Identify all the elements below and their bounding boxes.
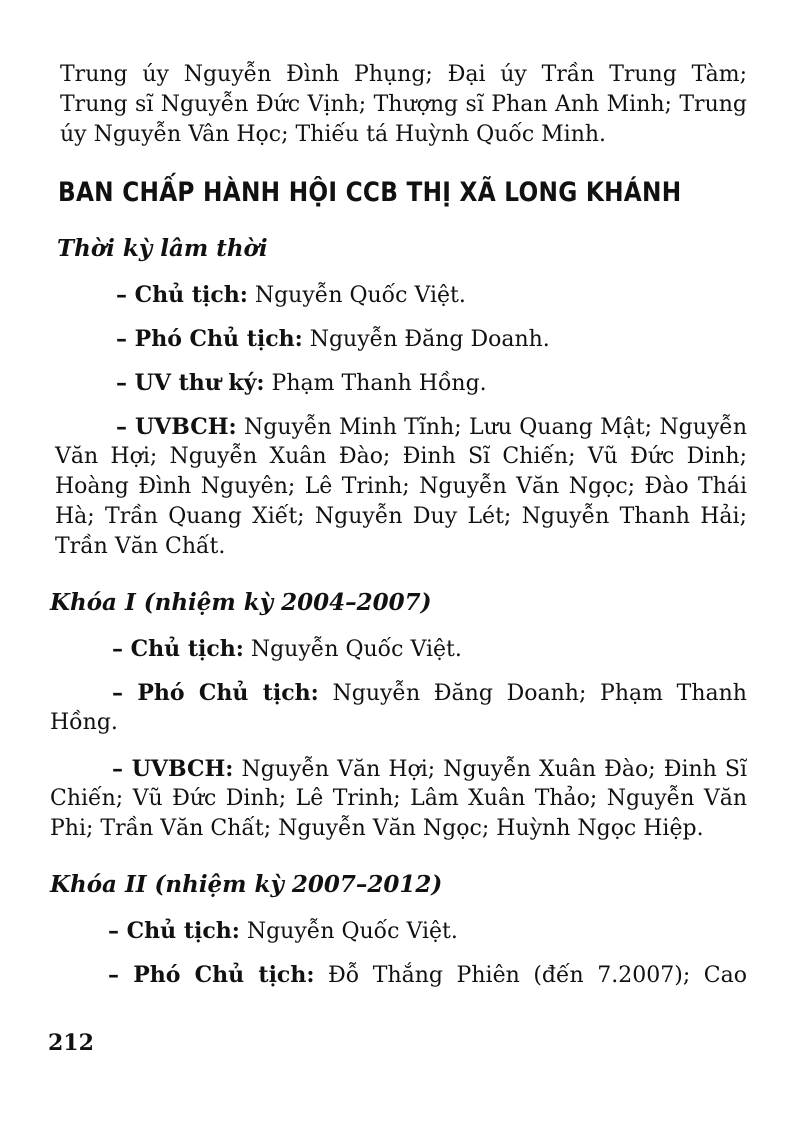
s1-uv-thu-ky [116,368,487,399]
s1-uvbch-line-5: Trần Văn Chất. [55,534,226,559]
value: Nguyễn Đăng Doanh. [302,327,550,352]
s2-uvbch-line-2: Chiến; Vũ Đức Dinh; Lê Trinh; Lâm Xuân Thảo; Nguyễn Văn [50,786,747,811]
subheading-term-1: Khóa I (nhiệm kỳ 2004–2007) [50,589,432,616]
s1-chu-tich [116,280,466,311]
label: – Chủ tịch: [108,918,240,944]
label: – Chủ tịch: [112,636,244,662]
s2-pho-chu-tich-line-2: Hồng. [50,710,118,735]
label: – Phó Chủ tịch: [108,962,315,988]
label: – Phó Chủ tịch: [116,326,303,352]
value: Nguyễn Quốc Việt. [243,637,462,662]
value: Nguyễn Đăng Doanh; Phạm Thanh [318,681,747,706]
value: Phạm Thanh Hồng. [264,371,487,396]
value: Đỗ Thắng Phiên (đến 7.2007); Cao [314,963,747,988]
label: – Chủ tịch: [116,282,248,308]
s2-pho-chu-tich-line-1 [112,678,747,709]
s1-uvbch-line-2: Văn Hợi; Nguyễn Xuân Đào; Đinh Sĩ Chiến; Vũ Đức Dinh; [55,444,747,469]
s3-chu-tich [108,916,458,947]
label: – UVBCH: [116,414,237,440]
s1-uvbch-line-1 [116,412,747,443]
value: Nguyễn Văn Hợi; Nguyễn Xuân Đào; Đinh Sĩ [233,757,747,782]
intro-line-3: úy Nguyễn Vân Học; Thiếu tá Huỳnh Quốc Minh. [60,122,607,147]
subheading-interim: Thời kỳ lâm thời [57,235,268,262]
section-heading: BAN CHẤP HÀNH HỘI CCB THỊ XÃ LONG KHÁNH [58,177,682,208]
label: – UV thư ký: [116,370,265,396]
page-number: 212 [48,1030,94,1056]
s2-uvbch-line-3: Phi; Trần Văn Chất; Nguyễn Văn Ngọc; Huỳnh Ngọc Hiệp. [50,816,704,841]
intro-line-2: Trung sĩ Nguyễn Đức Vịnh; Thượng sĩ Phan Anh Minh; Trung [60,92,747,117]
label: – UVBCH: [112,756,234,782]
value: Nguyễn Quốc Việt. [239,919,458,944]
s1-pho-chu-tich [116,324,550,355]
value: Nguyễn Quốc Việt. [247,283,466,308]
subheading-term-2: Khóa II (nhiệm kỳ 2007–2012) [50,871,443,898]
s3-pho-chu-tich-line-1 [108,960,747,991]
value: Nguyễn Minh Tĩnh; Lưu Quang Mật; Nguyễn [236,415,747,440]
label: – Phó Chủ tịch: [112,680,319,706]
s2-uvbch-line-1 [112,754,747,785]
s2-chu-tich [112,634,462,665]
intro-line-1: Trung úy Nguyễn Đình Phụng; Đại úy Trần Trung Tàm; [60,62,747,87]
s1-uvbch-line-3: Hoàng Đình Nguyên; Lê Trinh; Nguyễn Văn Ngọc; Đào Thái [55,474,747,499]
s1-uvbch-line-4: Hà; Trần Quang Xiết; Nguyễn Duy Lét; Nguyễn Thanh Hải; [55,504,747,529]
